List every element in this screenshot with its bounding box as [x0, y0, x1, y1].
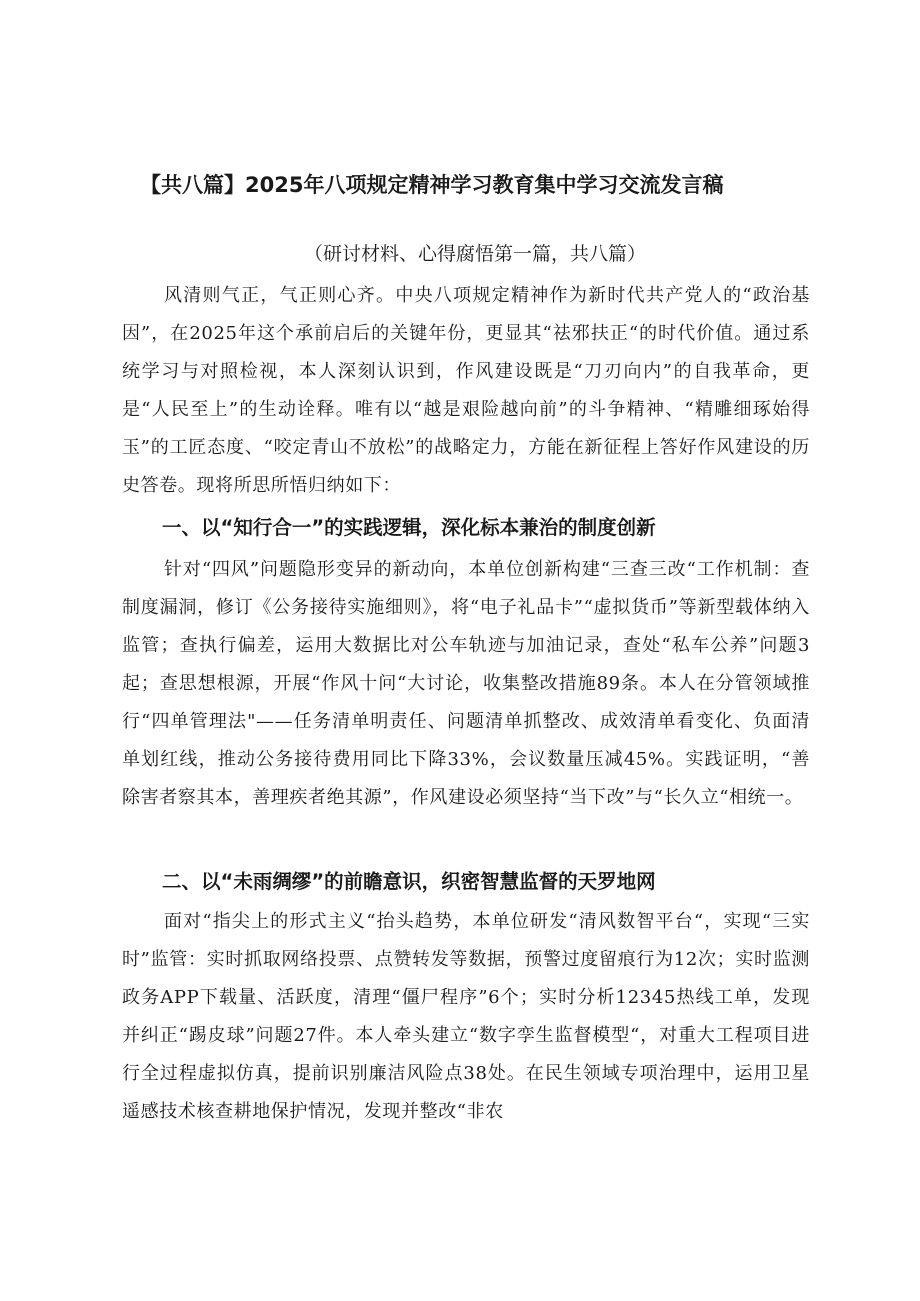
body-paragraph: 风清则气正，气正则心齐。中央八项规定精神作为新时代共产党人的“政治基因”，在2025年这个承前启后的关键年份，更显其“祛邪扶正“的时代价值。通过系统学习与对照检视，本人深刻认识到，作风建设既是“刀刃向内”的自我革命，更是“人民至上”的生动诠释。唯有以“越是艰险越向前”的斗争精神、“精雕细琢始得玉”的工匠态度、“咬定青山不放松”的战略定力，方能在新征程上答好作风建设的历史答卷。现将所思所悟归纳如下：	[122, 285, 810, 496]
document-title: 【共八篇】2025年八项规定精神学习教育集中学习交流发言稿	[140, 173, 724, 197]
section-heading: 二、以“未雨绸缪”的前瞻意识，织密智慧监督的天罗地网	[162, 870, 656, 893]
section-heading: 一、以“知行合一”的实践逻辑，深化标本兼治的制度创新	[162, 516, 656, 539]
document-subtitle: （研讨材料、心得腐悟第一篇，共八篇）	[303, 243, 646, 265]
body-paragraph: 针对“四风”问题隐形变异的新动向，本单位创新构建“三查三改“工作机制：查制度漏洞，修订《公务接待实施细则》，将“电子礼品卡”“虚拟货币”等新型载体纳入监管；查执行偏差，运用大数据比对公车轨迹与加油记录，查处“私车公养”问题3起；查思想根源，开展“作风十问“大讨论，收集整改措施89条。本人在分管领域推行“四单管理法"——任务清单明责任、问题清单抓整改、成效清单看变化、负面清单划红线，推动公务接待费用同比下降33%，会议数量压减45%。实践证明，“善除害者察其本，善理疾者绝其源”，作风建设必须坚持“当下改”与“长久立“相统一。	[122, 559, 810, 808]
body-paragraph: 面对“指尖上的形式主义“抬头趋势，本单位研发“清风数智平台“，实现“三实时”监管：实时抓取网络投票、点赞转发等数据，预警过度留痕行为12次；实时监测政务APP下载量、活跃度，清理“僵尸程序”6个；实时分析12345热线工单，发现并纠正“踢皮球”问题27件。本人牵头建立“数字孪生监督模型“，对重大工程项目进行全过程虚拟仿真，提前识别廉洁风险点38处。在民生领域专项治理中，运用卫星遥感技术核查耕地保护情况，发现并整改“非农	[122, 911, 810, 1122]
